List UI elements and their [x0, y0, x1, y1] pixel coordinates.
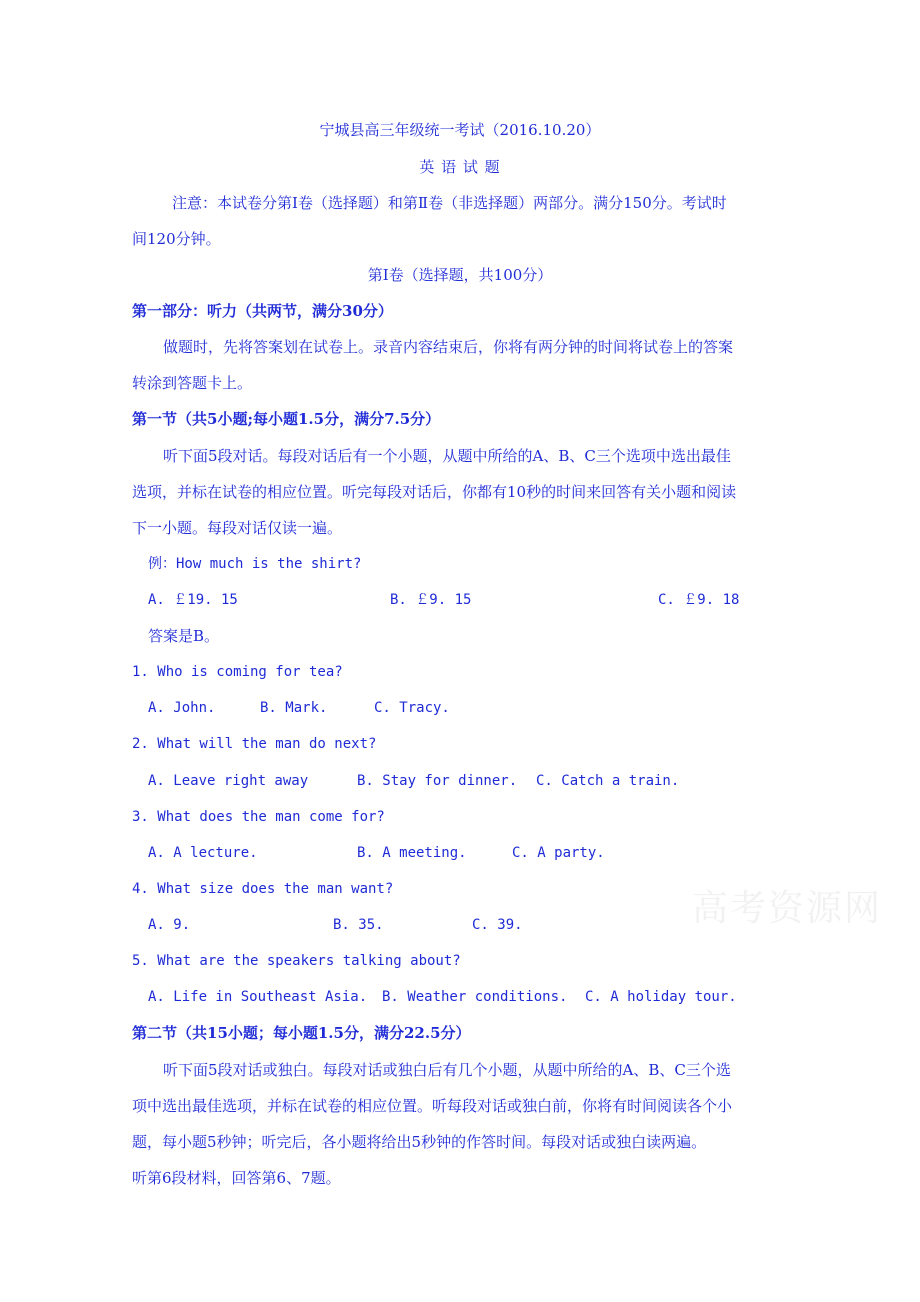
- example-option-a: A. ￡19. 15: [148, 592, 238, 608]
- part-1-intro-line-2: 转涂到答题卡上。: [132, 374, 253, 392]
- material-6-instruction: 听第6段材料，回答第6、7题。: [132, 1169, 341, 1187]
- section-2-intro-line-1: 听下面5段对话或独白。每段对话或独白后有几个小题，从题中所给的A、B、C三个选: [163, 1061, 731, 1079]
- section-1-intro-line-2: 选项，并标在试卷的相应位置。听完每段对话后，你都有10秒的时间来回答有关小题和阅读: [132, 483, 737, 501]
- question-2: 2. What will the man do next?: [132, 736, 377, 752]
- notice-line-1: 注意：本试卷分第Ⅰ卷（选择题）和第Ⅱ卷（非选择题）两部分。满分150分。考试时: [172, 194, 727, 212]
- question-3-option-b: B. A meeting.: [357, 845, 467, 861]
- question-2-option-c: C. Catch a train.: [536, 773, 680, 789]
- question-3-option-c: C. A party.: [512, 845, 605, 861]
- question-3-option-a: A. A lecture.: [148, 845, 258, 861]
- watermark-logo: 高考资源网: [692, 888, 883, 929]
- question-5-option-a: A. Life in Southeast Asia.: [148, 989, 368, 1005]
- section-1-intro-line-1: 听下面5段对话。每段对话后有一个小题，从题中所给的A、B、C三个选项中选出最佳: [163, 447, 731, 465]
- part-1-intro-line-1: 做题时，先将答案划在试卷上。录音内容结束后，你将有两分钟的时间将试卷上的答案: [163, 338, 734, 356]
- question-2-option-a: A. Leave right away: [148, 773, 309, 789]
- question-5: 5. What are the speakers talking about?: [132, 953, 461, 969]
- section-2-intro-line-2: 项中选出最佳选项，并标在试卷的相应位置。听每段对话或独白前，你将有时间阅读各个小: [132, 1097, 733, 1115]
- volume-1-title: 第Ⅰ卷（选择题，共100分）: [367, 266, 553, 284]
- section-1-title: 第一节（共5小题;每小题1.5分，满分7.5分）: [132, 410, 441, 428]
- example-question: 例：How much is the shirt?: [148, 556, 362, 572]
- notice-line-2: 间120分钟。: [132, 230, 221, 248]
- exam-title: 宁城县高三年级统一考试（2016.10.20）: [319, 121, 601, 139]
- question-5-option-c: C. A holiday tour.: [585, 989, 737, 1005]
- question-4-option-a: A. 9.: [148, 917, 191, 933]
- example-answer: 答案是B。: [148, 627, 220, 645]
- section-2-intro-line-3: 题，每小题5秒钟；听完后，各小题将给出5秒钟的作答时间。每段对话或独白读两遍。: [132, 1133, 707, 1151]
- question-1-option-c: C. Tracy.: [374, 700, 450, 716]
- question-4: 4. What size does the man want?: [132, 881, 394, 897]
- part-1-title: 第一部分：听力（共两节，满分30分）: [132, 302, 393, 320]
- question-4-option-c: C. 39.: [472, 917, 523, 933]
- section-2-title: 第二节（共15小题；每小题1.5分，满分22.5分）: [132, 1024, 471, 1042]
- question-2-option-b: B. Stay for dinner.: [357, 773, 518, 789]
- question-3: 3. What does the man come for?: [132, 809, 385, 825]
- question-1: 1. Who is coming for tea?: [132, 664, 343, 680]
- question-4-option-b: B. 35.: [333, 917, 384, 933]
- question-1-option-b: B. Mark.: [260, 700, 328, 716]
- question-5-option-b: B. Weather conditions.: [382, 989, 568, 1005]
- question-1-option-a: A. John.: [148, 700, 216, 716]
- example-option-c: C. ￡9. 18: [658, 592, 740, 608]
- section-1-intro-line-3: 下一小题。每段对话仅读一遍。: [132, 519, 343, 537]
- example-option-b: B. ￡9. 15: [390, 592, 472, 608]
- exam-subtitle: 英 语 试 题: [419, 158, 501, 176]
